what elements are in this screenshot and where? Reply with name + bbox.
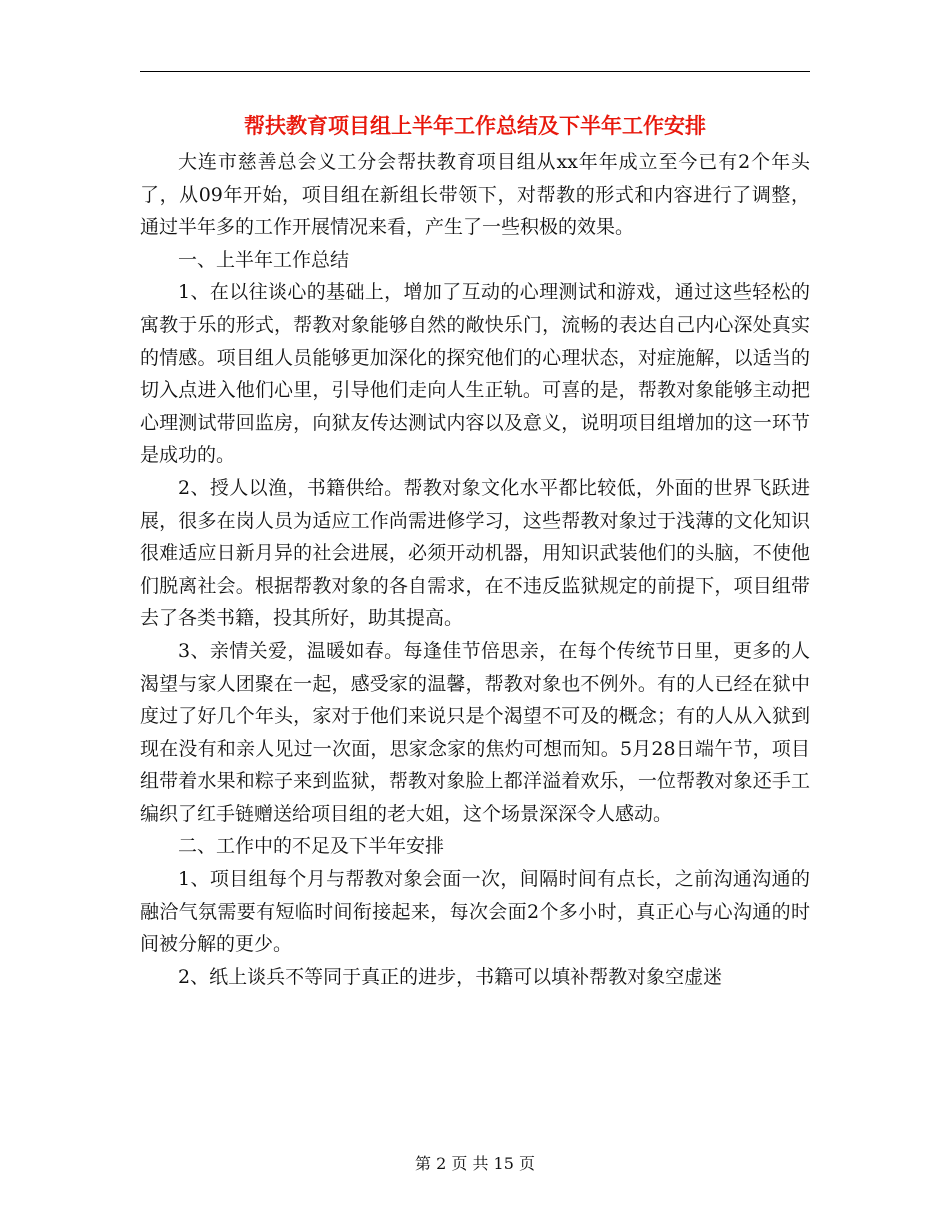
- section-heading-2: 二、工作中的不足及下半年安排: [178, 835, 445, 858]
- paragraph-item-2-1: 1、项目组每个月与帮教对象会面一次，间隔时间有点长，之前沟通沟通的融洽气氛需要有短临时间衔接起来，每次会面2个多小时，真正心与心沟通的时间被分解的更少。: [140, 868, 810, 956]
- paragraph-item-1-1: 1、在以往谈心的基础上，增加了互动的心理测试和游戏，通过这些轻松的寓教于乐的形式，帮教对象能够自然的敞快乐门，流畅的表达自己内心深处真实的情感。项目组人员能够更加深化的探究他们的心理状态，对症施解，以适当的切入点进入他们心里，引导他们走向人生正轨。可喜的是，帮教对象能够主动把心理测试带回监房，向狱友传达测试内容以及意义，说明项目组增加的这一环节是成功的。: [140, 281, 810, 467]
- header-rule: [140, 71, 810, 72]
- paragraph-item-1-3: 3、亲情关爱，温暖如春。每逢佳节倍思亲，在每个传统节日里，更多的人渴望与家人团聚在一起，感受家的温馨，帮教对象也不例外。有的人已经在狱中度过了好几个年头，家对于他们来说只是个渴望不可及的概念；有的人从入狱到现在没有和亲人见过一次面，思家念家的焦灼可想而知。5月28日端午节，项目组带着水果和粽子来到监狱，帮教对象脸上都洋溢着欢乐，一位帮教对象还手工编织了红手链赠送给项目组的老大姐，这个场景深深令人感动。: [140, 639, 810, 825]
- document-title: 帮扶教育项目组上半年工作总结及下半年工作安排: [244, 113, 706, 138]
- paragraph-item-1-2: 2、授人以渔，书籍供给。帮教对象文化水平都比较低，外面的世界飞跃进展，很多在岗人员为适应工作尚需进修学习，这些帮教对象过于浅薄的文化知识很难适应日新月异的社会进展，必须开动机器，用知识武装他们的头脑，不使他们脱离社会。根据帮教对象的各自需求，在不违反监狱规定的前提下，项目组带去了各类书籍，投其所好，助其提高。: [140, 476, 810, 630]
- paragraph-intro: 大连市慈善总会义工分会帮扶教育项目组从xx年年成立至今已有2个年头了，从09年开始，项目组在新组长带领下，对帮教的形式和内容进行了调整，通过半年多的工作开展情况来看，产生了一些积极的效果。: [140, 151, 810, 239]
- paragraph-item-2-2: 2、纸上谈兵不等同于真正的进步，书籍可以填补帮教对象空虚迷: [178, 965, 723, 988]
- section-heading-1: 一、上半年工作总结: [178, 248, 350, 271]
- document-body: [140, 146, 810, 993]
- page-footer: 第 2 页 共 15 页: [415, 1154, 535, 1173]
